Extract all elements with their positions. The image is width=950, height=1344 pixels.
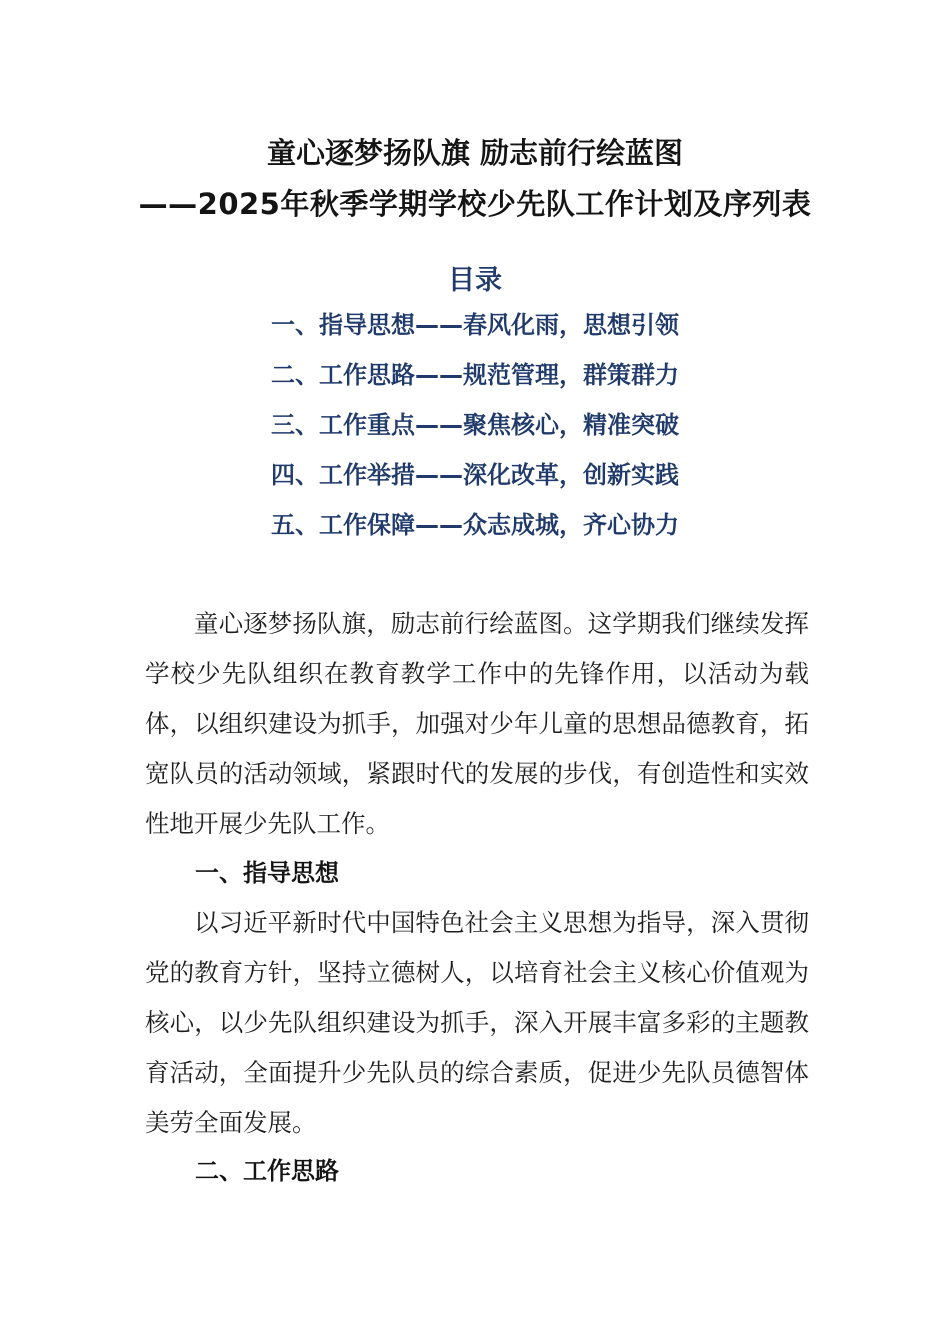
document-title: 童心逐梦扬队旗 励志前行绘蓝图 [266,136,684,170]
toc-item-4: 四、工作举措——深化改革，创新实践 [271,461,679,489]
toc-item-3: 三、工作重点——聚焦核心，精准突破 [271,411,679,439]
section-heading-work-approach: 二、工作思路 [195,1157,339,1185]
toc-item-2: 二、工作思路——规范管理，群策群力 [271,361,679,389]
toc-item-5: 五、工作保障——众志成城，齐心协力 [271,511,679,539]
intro-paragraph: 童心逐梦扬队旗，励志前行绘蓝图。这学期我们继续发挥学校少先队组织在教育教学工作中的先锋作用，以活动为载体，以组织建设为抓手，加强对少年儿童的思想品德教育，拓宽队员的活动领域，紧跟时代的发展的步伐，有创造性和实效性地开展少先队工作。 [145,609,809,838]
section-paragraph-guiding-ideology: 以习近平新时代中国特色社会主义思想为指导，深入贯彻党的教育方针，坚持立德树人，以培育社会主义核心价值观为核心，以少先队组织建设为抓手，深入开展丰富多彩的主题教育活动，全面提升少先队员的综合素质，促进少先队员德智体美劳全面发展。 [145,908,809,1137]
table-of-contents [0,307,950,557]
toc-item-1: 一、指导思想——春风化雨，思想引领 [271,311,679,339]
document-subtitle: ——2025年秋季学期学校少先队工作计划及序列表 [138,187,812,221]
section-heading-guiding-ideology: 一、指导思想 [195,859,339,887]
toc-heading: 目录 [448,265,502,296]
